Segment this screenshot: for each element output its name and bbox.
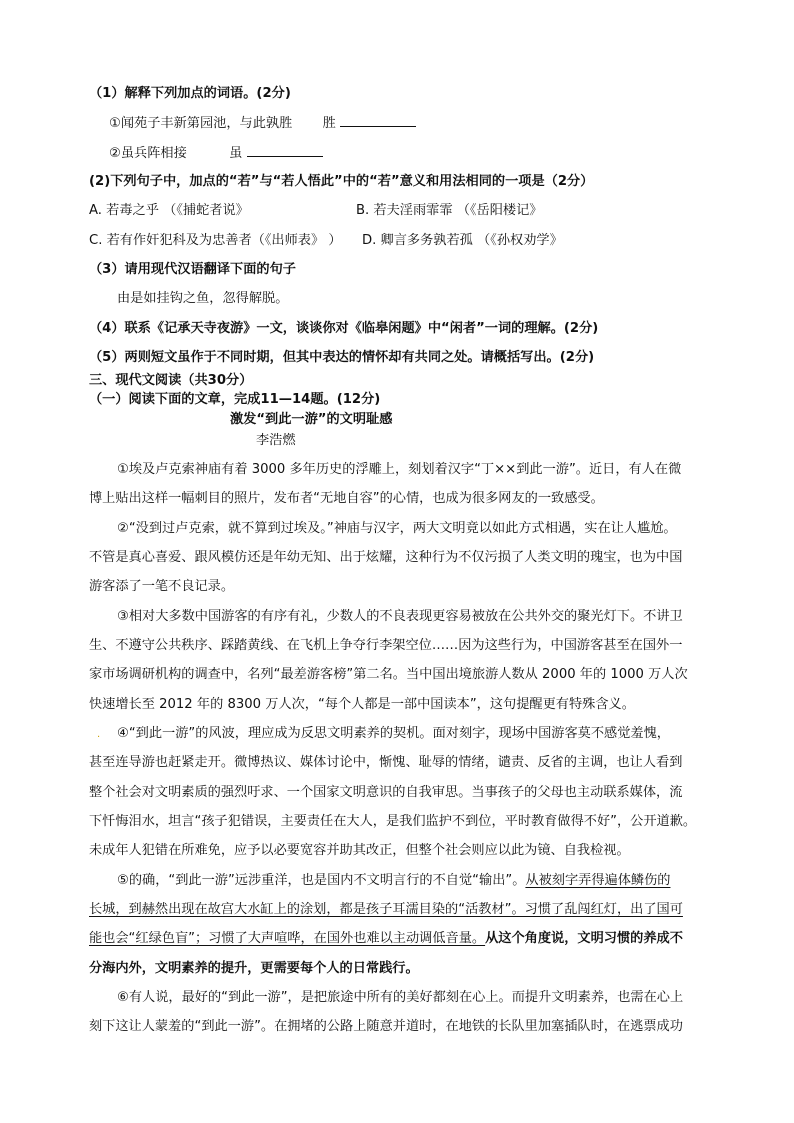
article-line: ②“没到过卢克索，就不算到过埃及。”神庙与汉字，两大文明竟以如此方式相遇，实在让人尴尬。 xyxy=(117,521,677,536)
article-line: 整个社会对文明素质的强烈吁求、一个国家文明意识的自我审思。当事孩子的父母也主动联系媒体，流 xyxy=(89,785,683,800)
q1-item1-text: ①闻苑子丰新第园池，与此孰胜 xyxy=(109,116,293,131)
article-line: 不管是真心喜爱、跟风模仿还是年幼无知、出于炫耀，这种行为不仅污损了人类文明的瑰宝，也为中国 xyxy=(89,550,683,565)
article-line: 刻下这让人蒙羞的“到此一游”。在拥堵的公路上随意并道时，在地铁的长队里加塞插队时，在逃票成功 xyxy=(89,1019,683,1034)
article-line xyxy=(89,930,683,948)
q2-option-a: A. 若毒之乎 （《捕蛇者说》 xyxy=(89,203,249,218)
article-line: 下忏悔泪水，坦言“孩子犯错误，主要责任在大人，是我们监护不到位，平时教育做得不好”，公开道歉。 xyxy=(89,814,697,829)
q1-item1-word: 胜 xyxy=(322,116,336,131)
q2-title: (2)下列句子中，加点的“若”与“若人悟此”中的“若”意义和用法相同的一项是（2分） xyxy=(89,174,594,189)
q2-option-b: B. 若夫淫雨霏霏 （《岳阳楼记》 xyxy=(356,203,543,218)
article-author: 李浩燃 xyxy=(256,433,296,448)
article-line: 甚至连导游也赶紧走开。微博热议、媒体讨论中，惭愧、耻辱的情绪，谴责、反省的主调，也让人看到 xyxy=(89,755,683,770)
bold-line: 分海内外，文明素养的提升，更需要每个人的日常践行。 xyxy=(89,961,419,976)
article-text: ⑤的确，“到此一游”远涉重洋，也是国内不文明言行的不自觉“输出”。 xyxy=(117,873,526,888)
q5-title: （5）两则短文虽作于不同时期，但其中表达的情怀却有共同之处。请概括写出。(2分) xyxy=(89,350,595,365)
article-line: ③相对大多数中国游客的有序有礼，少数人的不良表现更容易被放在公共外交的聚光灯下。不讲卫 xyxy=(117,609,683,624)
article-line: 博上贴出这样一幅刺目的照片，发布者“无地自容”的心情，也成为很多网友的一致感受。 xyxy=(89,491,604,506)
underlined-text: 能也会“红绿色盲”；习惯了大声喧哗，在国外也难以主动调低音量。 xyxy=(89,931,486,946)
underlined-line: 长城，到赫然出现在故宫大水缸上的涂划，都是孩子耳濡目染的“活教材”。习惯了乱闯红灯，出了国可 xyxy=(89,902,683,917)
q4-title: （4）联系《记承天寺夜游》一文，谈谈你对《临皋闲题》中“闲者”一词的理解。(2分) xyxy=(89,321,599,336)
q1-title: （1）解释下列加点的词语。(2分) xyxy=(89,86,291,101)
article-line xyxy=(117,872,670,890)
q1-item2-word: 虽 xyxy=(229,146,243,161)
underlined-text: 从被刻字弄得遍体鳞伤的 xyxy=(525,873,671,888)
q1-item1 xyxy=(109,114,416,133)
article-line: ④“到此一游”的风波，理应成为反思文明素养的契机。面对刻字，现场中国游客莫不感觉羞愧， xyxy=(117,726,670,741)
stray-mark: . xyxy=(97,729,101,740)
q3-sentence: 由是如挂钩之鱼，忽得解脱。 xyxy=(117,291,289,306)
q1-item2-text: ②虽兵阵相接 xyxy=(109,146,187,161)
article-title: 激发“到此一游”的文明耻感 xyxy=(230,412,393,427)
q2-option-c: C. 若有作奸犯科及为忠善者（《出师表》 ） xyxy=(89,233,342,248)
q2-option-d: D. 卿言多务孰若孤 （《孙权劝学》 xyxy=(362,233,563,248)
article-line: 未成年人犯错在所难免，应予以必要宽容并助其改正，但整个社会则应以此为镜、自我检视。 xyxy=(89,843,630,858)
q1-item2 xyxy=(109,144,323,163)
article-line: 家市场调研机构的调查中，名列“最差游客榜”第二名。当中国出境旅游人数从 2000 年的 1000 万人次 xyxy=(89,667,688,682)
article-line: 快速增长至 2012 年的 8300 万人次，“每个人都是一部中国读本”，这句提醒更有特殊含义。 xyxy=(89,697,635,712)
section-sub-heading: （一）阅读下面的文章，完成11—14题。(12分) xyxy=(89,392,381,407)
bold-text: 从这个角度说，文明习惯的养成不 xyxy=(485,931,683,946)
article-line: ⑥有人说，最好的“到此一游”，是把旅途中所有的美好都刻在心上。而提升文明素养，也需在心上 xyxy=(117,990,684,1005)
q1-item2-answer-blank[interactable] xyxy=(247,144,323,157)
section-heading: 三、现代文阅读（共30分） xyxy=(89,373,253,388)
article-line: 游客添了一笔不良记录。 xyxy=(89,579,235,594)
q1-item1-answer-blank[interactable] xyxy=(340,114,416,127)
q3-title: （3）请用现代汉语翻译下面的句子 xyxy=(89,262,296,277)
article-line: 生、不遵守公共秩序、踩踏黄线、在飞机上争夺行李架空位……因为这些行为，中国游客甚至在国外一 xyxy=(89,638,683,653)
article-line: ①埃及卢克索神庙有着 3000 多年历史的浮雕上，刻划着汉字“丁××到此一游”。近日，有人在微 xyxy=(117,462,682,477)
